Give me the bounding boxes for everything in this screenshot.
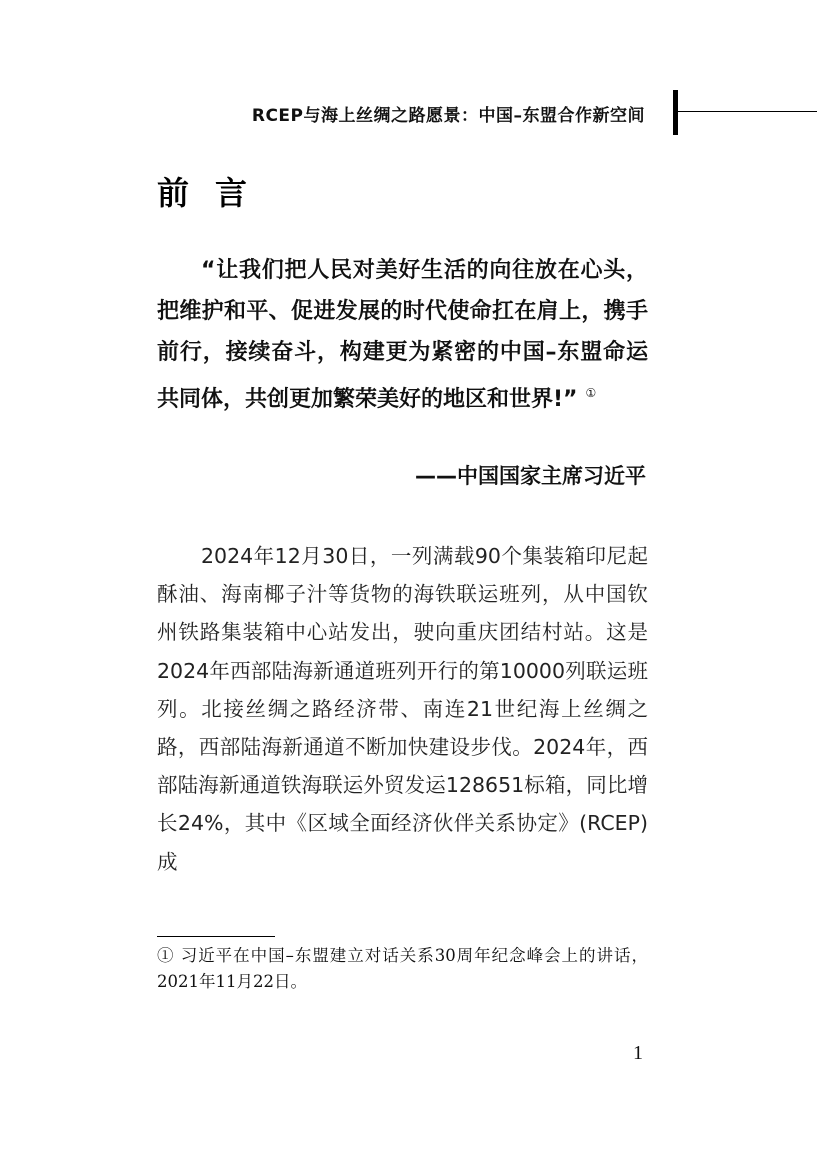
header-rule — [678, 111, 817, 112]
page-number: 1 — [633, 1042, 643, 1064]
epigraph — [157, 250, 648, 420]
footnote: ① 习近平在中国–东盟建立对话关系30周年纪念峰会上的讲话，2021年11月22日。 — [157, 946, 648, 991]
epigraph-attribution: ——中国国家主席习近平 — [415, 464, 646, 488]
epigraph-quote: “让我们把人民对美好生活的向往放在心头，把维护和平、促进发展的时代使命扛在肩上，携手前行，接续奋斗，构建更为紧密的中国–东盟命运共同体，共创更加繁荣美好的地区和世界!” — [157, 258, 648, 412]
footnote-rule — [157, 936, 275, 937]
chapter-title: 前言 — [157, 174, 274, 212]
footnote-marker: ① — [585, 386, 597, 400]
running-head: RCEP与海上丝绸之路愿景：中国–东盟合作新空间 — [251, 106, 645, 126]
header-bar — [673, 90, 678, 135]
body-paragraph: 2024年12月30日，一列满载90个集装箱印尼起酥油、海南椰子汁等货物的海铁联运班列，从中国钦州铁路集装箱中心站发出，驶向重庆团结村站。这是2024年西部陆海新通道班列开行的第10000列联运班列。北接丝绸之路经济带、南连21世纪海上丝绸之路，西部陆海新通道不断加快建设步伐。2024年，西部陆海新通道铁海联运外贸发运128651标箱，同比增长24%，其中《区域全面经济伙伴关系协定》(RCEP) 成 — [157, 544, 648, 874]
